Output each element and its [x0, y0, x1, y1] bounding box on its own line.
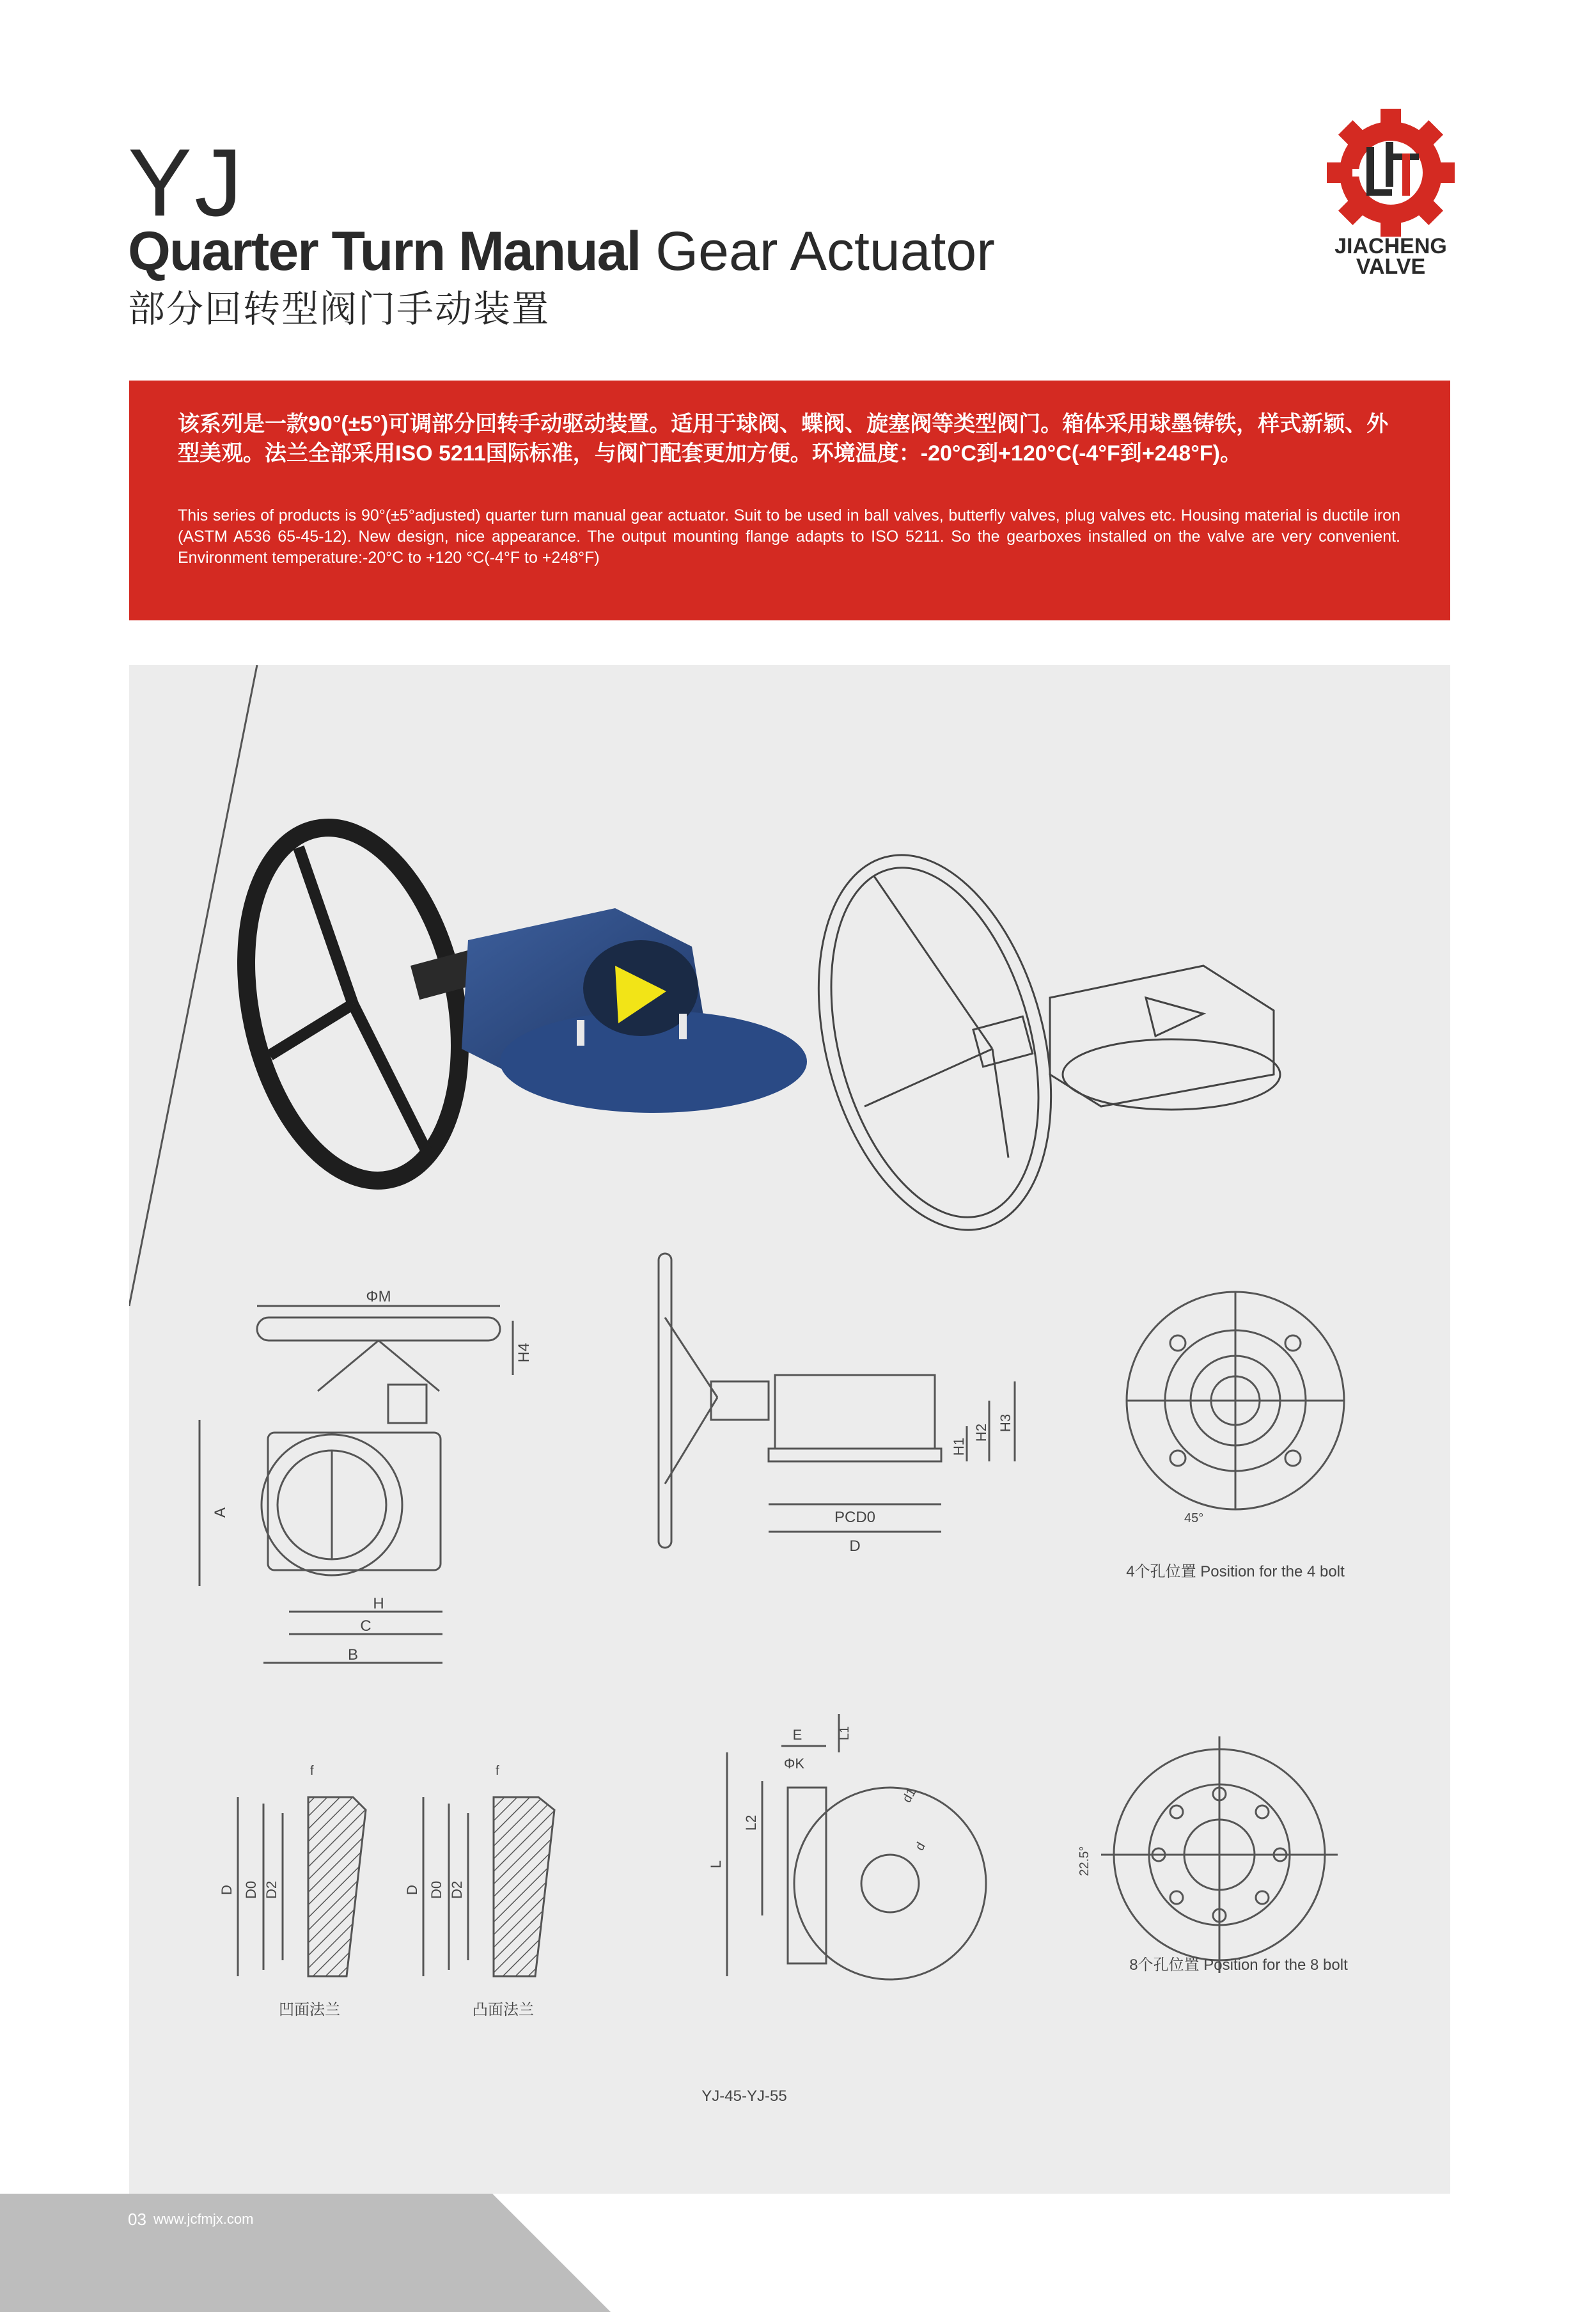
concave-caption: 凹面法兰: [279, 2001, 340, 2018]
bolt8-caption: 8个孔位置 Position for the 8 bolt: [1129, 1956, 1348, 1974]
website-link[interactable]: www.jcfmjx.com: [153, 2211, 254, 2227]
logo-subtext: VALVE: [1356, 255, 1426, 279]
page-number: 03: [128, 2210, 146, 2229]
dim-a: A: [212, 1507, 229, 1518]
dim-l: L: [708, 1860, 724, 1869]
actuator-line-art: [780, 829, 1280, 1256]
dim-b: B: [347, 1646, 359, 1663]
dim-c: C: [360, 1617, 372, 1635]
convex-d0: D0: [428, 1880, 444, 1899]
bolt8-flange-drawing: [1101, 1736, 1338, 1973]
side-view-drawing: [659, 1254, 1015, 1548]
dim-pcd0: PCD0: [834, 1509, 876, 1526]
dim-phi-k: ΦK: [783, 1756, 805, 1772]
dim-phi-m: ΦM: [366, 1288, 391, 1305]
bolt4-flange-drawing: [1127, 1292, 1344, 1509]
title-bold: Quarter Turn Manual: [128, 221, 641, 282]
dim-d: D: [849, 1537, 861, 1555]
intro-text-cn: 该系列是一款90°(±5°)可调部分回转手动驱动装置。适用于球阀、蝶阀、旋塞阀等类型阀门。箱体采用球墨铸铁，样式新颖、外型美观。法兰全部采用ISO 5211国际标准，与阀门配套更加方便。环境温度：-20°C到+120°C(-4°F到+248°F)。: [178, 412, 1389, 466]
convex-d2: D2: [449, 1880, 465, 1899]
concave-d0: D0: [243, 1880, 259, 1899]
model-code: YJ: [128, 129, 246, 236]
dim-l2: L2: [743, 1814, 759, 1831]
page-title: [128, 221, 995, 282]
convex-f: f: [496, 1764, 499, 1778]
bolt4-angle: 45°: [1184, 1511, 1204, 1525]
dim-small-d: d: [912, 1839, 928, 1853]
concave-d: D: [219, 1885, 235, 1895]
page-title-cn: 部分回转型阀门手动装置: [128, 288, 551, 330]
bolt4-caption: 4个孔位置 Position for the 4 bolt: [1126, 1563, 1345, 1580]
bolt8-angle: 22.5°: [1077, 1846, 1091, 1876]
dim-l1: L1: [838, 1726, 852, 1741]
dim-h2: H2: [973, 1423, 989, 1442]
dim-h3: H3: [997, 1413, 1013, 1433]
dim-e: E: [792, 1727, 802, 1743]
actuator-photo: [215, 808, 807, 1200]
top-view-drawing: [727, 1714, 986, 1979]
dim-h1: H1: [951, 1437, 967, 1456]
dim-h: H: [373, 1595, 384, 1612]
technical-drawings: [129, 665, 1450, 2194]
dim-h4: H4: [515, 1342, 533, 1363]
model-range: YJ-45-YJ-55: [701, 2088, 787, 2105]
intro-text-en: This series of products is 90°(±5°adjusted) quarter turn manual gear actuator. Suit to be used in ball valves, butterfly valves, plug valves etc. Housing material is ductile iron (ASTM A536 65-45-12). New design, nice appearance. The output mounting flange adapts to ISO 5211. So the gearboxes installed on the valve are very convenient. Environment temperature:-20°C to +120 °C(-4°F to +248°F): [178, 507, 1400, 567]
convex-d: D: [404, 1885, 420, 1895]
convex-caption: 凸面法兰: [473, 2001, 534, 2018]
concave-d2: D2: [263, 1880, 279, 1899]
title-light: Gear Actuator: [640, 221, 995, 282]
concave-f: f: [310, 1764, 314, 1778]
dim-d1: d1: [900, 1786, 919, 1805]
logo-text: JIACHENG: [1334, 234, 1447, 258]
